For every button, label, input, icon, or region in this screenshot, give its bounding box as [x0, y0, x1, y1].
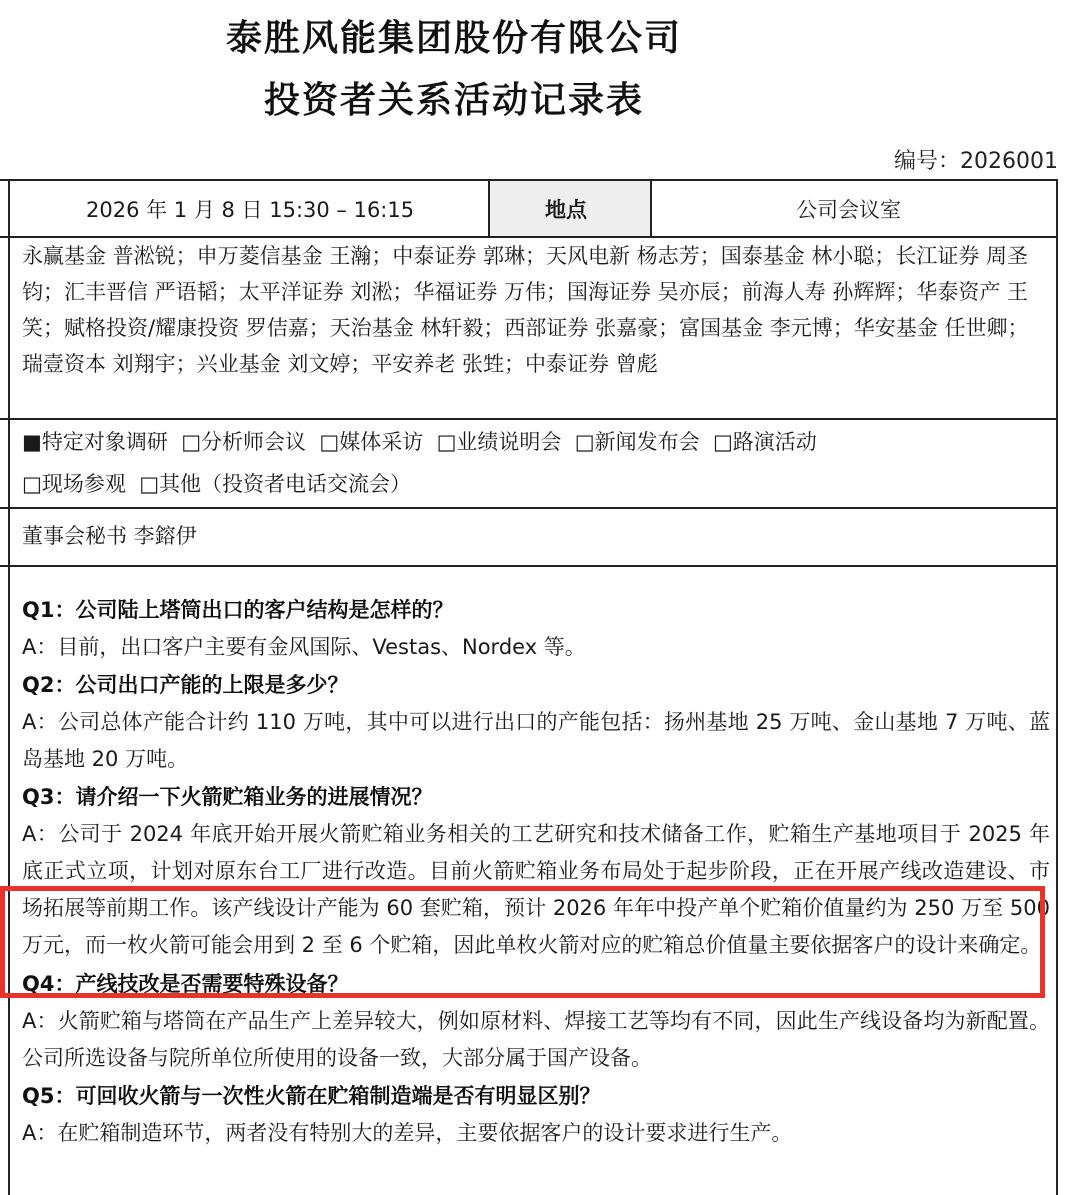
participants-list: 永赢基金 普淞锐；申万菱信基金 王瀚；中泰证券 郭琳；天风电新 杨志芳；国泰基金 林小聪；长江证券 周圣钧；汇丰晋信 严语韬；太平洋证券 刘淞；华福证券 万伟；国海证券 吴亦辰；前海人寿 孙辉辉；华泰资产 王笑；赋格投资/耀康投资 罗佶嘉；天治基金 林轩毅；西部证券 张嘉豪；富国基金 李元博；华安基金 任世卿；瑞壹资本 刘翔宇；兴业基金 刘文婷；平安养老 张甡；中泰证券 曾彪 — [22, 244, 1029, 376]
activity-types — [22, 424, 1048, 502]
answer-3: A：公司于 2024 年底开始开展火箭贮箱业务相关的工艺研究和技术储备工作，贮箱生产基地项目于 2025 年底正式立项，计划对原东台工厂进行改造。目前火箭贮箱业务布局处于起步阶段，正在开展产线改造建设、市场拓展等前期工作。该产线设计产能为 60 套贮箱，预计 2026 年年中投产单个贮箱价值量约为 250 万至 500 万元，而一枚火箭可能会用到 2 至 6 个贮箱，因此单枚火箭对应的贮箱总价值量主要依据客户的设计来确定。 — [22, 822, 1050, 957]
answer-1: A：目前，出口客户主要有金风国际、Vestas、Nordex 等。 — [22, 635, 586, 659]
meeting-datetime: 2026 年 1 月 8 日 15:30 – 16:15 — [86, 198, 415, 222]
highlight-box — [0, 886, 1045, 998]
document-subtitle: 投资者关系活动记录表 — [263, 80, 644, 121]
document-number: 编号：2026001 — [894, 149, 1058, 174]
table-rule — [0, 507, 1058, 509]
question-3: Q3：请介绍一下火箭贮箱业务的进展情况？ — [22, 785, 433, 809]
table-rule — [488, 179, 490, 237]
table-rule — [1056, 179, 1058, 1195]
document-title: 泰胜风能集团股份有限公司 — [225, 18, 682, 59]
table-rule — [650, 179, 652, 237]
answer-5: A：在贮箱制造环节，两者没有特别大的差异，主要依据客户的设计要求进行生产。 — [22, 1121, 793, 1145]
location-label: 地点 — [545, 198, 587, 222]
question-5: Q5：可回收火箭与一次性火箭在贮箱制造端是否有明显区别？ — [22, 1084, 601, 1108]
question-2: Q2：公司出口产能的上限是多少？ — [22, 673, 349, 697]
question-4: Q4：产线技改是否需要特殊设备？ — [22, 972, 349, 996]
answer-4: A：火箭贮箱与塔筒在产品生产上差异较大，例如原材料、焊接工艺等均有不同，因此生产线设备均为新配置。公司所选设备与院所单位所使用的设备一致，大部分属于国产设备。 — [22, 1009, 1050, 1070]
question-1: Q1：公司陆上塔筒出口的客户结构是怎样的？ — [22, 598, 454, 622]
activity-types-line2: □现场参观 □其他（投资者电话交流会） — [22, 472, 412, 496]
table-rule — [8, 179, 10, 1195]
reception-personnel: 董事会秘书 李鎔伊 — [22, 524, 197, 548]
answer-2: A：公司总体产能合计约 110 万吨，其中可以进行出口的产能包括：扬州基地 25 万吨、金山基地 7 万吨、蓝岛基地 20 万吨。 — [22, 710, 1050, 771]
table-rule — [0, 565, 1058, 567]
location-value: 公司会议室 — [796, 198, 901, 222]
activity-types-line1: ■特定对象调研 □分析师会议 □媒体采访 □业绩说明会 □新闻发布会 □路演活动 — [22, 430, 817, 454]
qa-section — [22, 592, 1050, 1152]
table-rule — [0, 418, 1058, 420]
